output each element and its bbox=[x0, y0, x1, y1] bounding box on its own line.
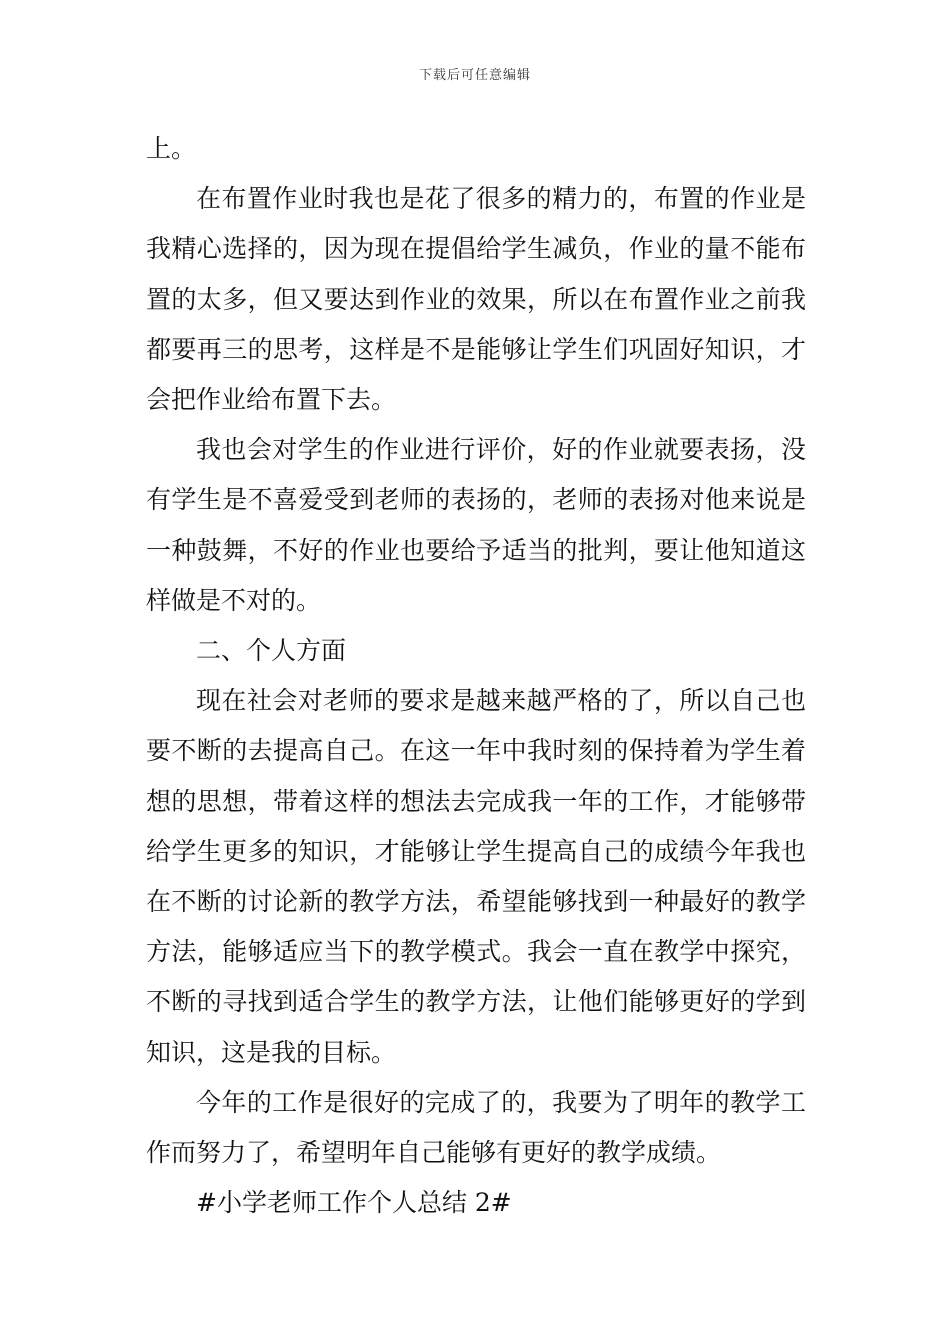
paragraph-homework-evaluation: 我也会对学生的作业进行评价，好的作业就要表扬，没有学生是不喜爱受到老师的表扬的，老师的表扬对他来说是一种鼓舞，不好的作业也要给予适当的批判，要让他知道这样做是不对的。 bbox=[146, 435, 806, 615]
paragraph-continuation: 上。 bbox=[146, 134, 197, 163]
section-heading-personal: 二、个人方面 bbox=[196, 636, 347, 666]
next-document-title: #小学老师工作个人总结 2# bbox=[196, 1188, 512, 1218]
document-body bbox=[146, 124, 806, 1228]
paragraph-homework-assignment: 在布置作业时我也是花了很多的精力的，布置的作业是我精心选择的，因为现在提倡给学生减负，作业的量不能布置的太多，但又要达到作业的效果，所以在布置作业之前我都要再三的思考，这样是不是能够让学生们巩固好知识，才会把作业给布置下去。 bbox=[146, 184, 806, 415]
paragraph-year-conclusion: 今年的工作是很好的完成了的，我要为了明年的教学工作而努力了，希望明年自己能够有更好的教学成绩。 bbox=[146, 1087, 806, 1168]
page-header-note: 下载后可任意编辑 bbox=[418, 68, 531, 83]
paragraph-personal-improvement: 现在社会对老师的要求是越来越严格的了，所以自己也要不断的去提高自己。在这一年中我时刻的保持着为学生着想的思想，带着这样的想法去完成我一年的工作，才能够带给学生更多的知识，才能够让学生提高自己的成绩今年我也在不断的讨论新的教学方法，希望能够找到一种最好的教学方法，能够适应当下的教学模式。我会一直在教学中探究，不断的寻找到适合学生的教学方法，让他们能够更好的学到知识，这是我的目标。 bbox=[146, 686, 806, 1067]
